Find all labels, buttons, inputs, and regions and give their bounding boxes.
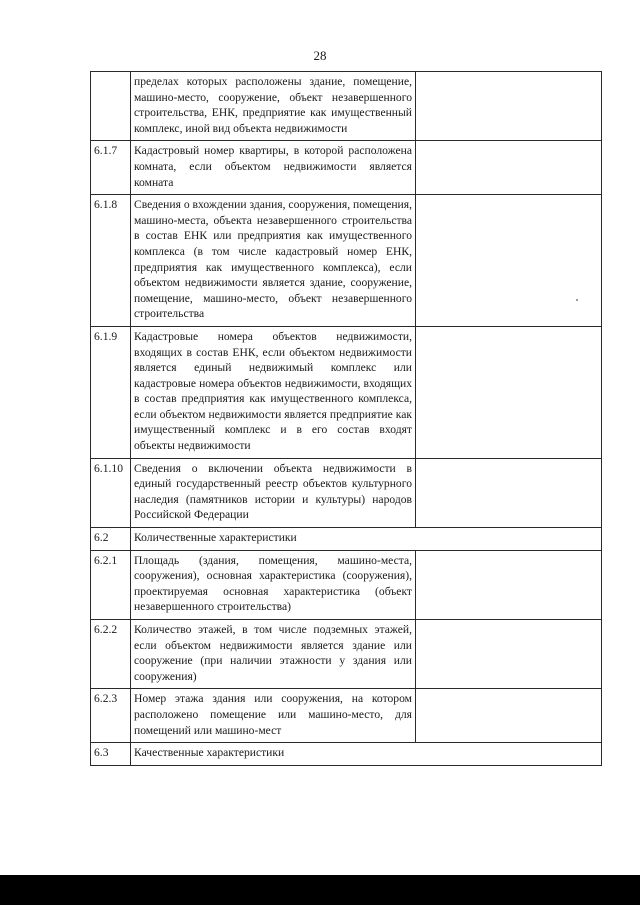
row-value-cell [416, 195, 602, 327]
section-number: 6.3 [91, 743, 131, 766]
attributes-table [90, 71, 602, 766]
section-row [91, 528, 602, 551]
row-number: 6.2.1 [91, 550, 131, 619]
row-description: Сведения о включении объекта недвижимости в единый государственный реестр объектов культурного наследия (памятников истории и культуры) народов Российской Федерации [131, 458, 416, 527]
table-row [91, 141, 602, 195]
row-number [91, 72, 131, 141]
scan-edge-bar [0, 875, 640, 905]
table-row [91, 620, 602, 689]
table-row [91, 326, 602, 458]
row-number: 6.2.2 [91, 620, 131, 689]
page-number: 28 [313, 48, 327, 63]
table-row [91, 72, 602, 141]
row-number: 6.1.7 [91, 141, 131, 195]
row-description: Кадастровый номер квартиры, в которой расположена комната, если объектом недвижимости является комната [131, 141, 416, 195]
row-value-cell [416, 141, 602, 195]
row-value-cell [416, 326, 602, 458]
table-row [91, 458, 602, 527]
row-value-cell [416, 72, 602, 141]
row-value-cell [416, 620, 602, 689]
section-row [91, 743, 602, 766]
row-description: пределах которых расположены здание, помещение, машино-место, сооружение, объект незавершенного строительства, ЕНК, предприятие как имущественный комплекс, иной вид объекта недвижимости [131, 72, 416, 141]
section-title: Количественные характеристики [131, 528, 602, 551]
row-description: Количество этажей, в том числе подземных этажей, если объектом недвижимости является здание или сооружение (при наличии этажности у здания или сооружения) [131, 620, 416, 689]
row-description: Сведения о вхождении здания, сооружения, помещения, машино-места, объекта незавершенного строительства в состав ЕНК или предприятия как имущественного комплекса (в том числе кадастровый номер ЕНК, предприятия как имущественного комплекса), если объектом недвижимости является здание, сооружение, помещение, машино-место, объект незавершенного строительства [131, 195, 416, 327]
row-description: Кадастровые номера объектов недвижимости, входящих в состав ЕНК, если объектом недвижимости является единый недвижимый комплекс или кадастровые номера объектов недвижимости, входящих в состав предприятия как имущественного комплекса, если объектом недвижимости является предприятие как имущественный комплекс и в его состав входят объекты недвижимости [131, 326, 416, 458]
row-value-cell [416, 689, 602, 743]
row-value-cell [416, 458, 602, 527]
table-row [91, 550, 602, 619]
scan-speck [576, 299, 578, 301]
row-number: 6.2.3 [91, 689, 131, 743]
table-row [91, 689, 602, 743]
section-number: 6.2 [91, 528, 131, 551]
row-number: 6.1.9 [91, 326, 131, 458]
row-number: 6.1.8 [91, 195, 131, 327]
row-description: Номер этажа здания или сооружения, на котором расположено помещение или машино-место, для помещений или машино-мест [131, 689, 416, 743]
row-value-cell [416, 550, 602, 619]
section-title: Качественные характеристики [131, 743, 602, 766]
table-row [91, 195, 602, 327]
row-description: Площадь (здания, помещения, машино-места, сооружения), основная характеристика (сооружения), проектируемая основная характеристика (объект незавершенного строительства) [131, 550, 416, 619]
row-number: 6.1.10 [91, 458, 131, 527]
